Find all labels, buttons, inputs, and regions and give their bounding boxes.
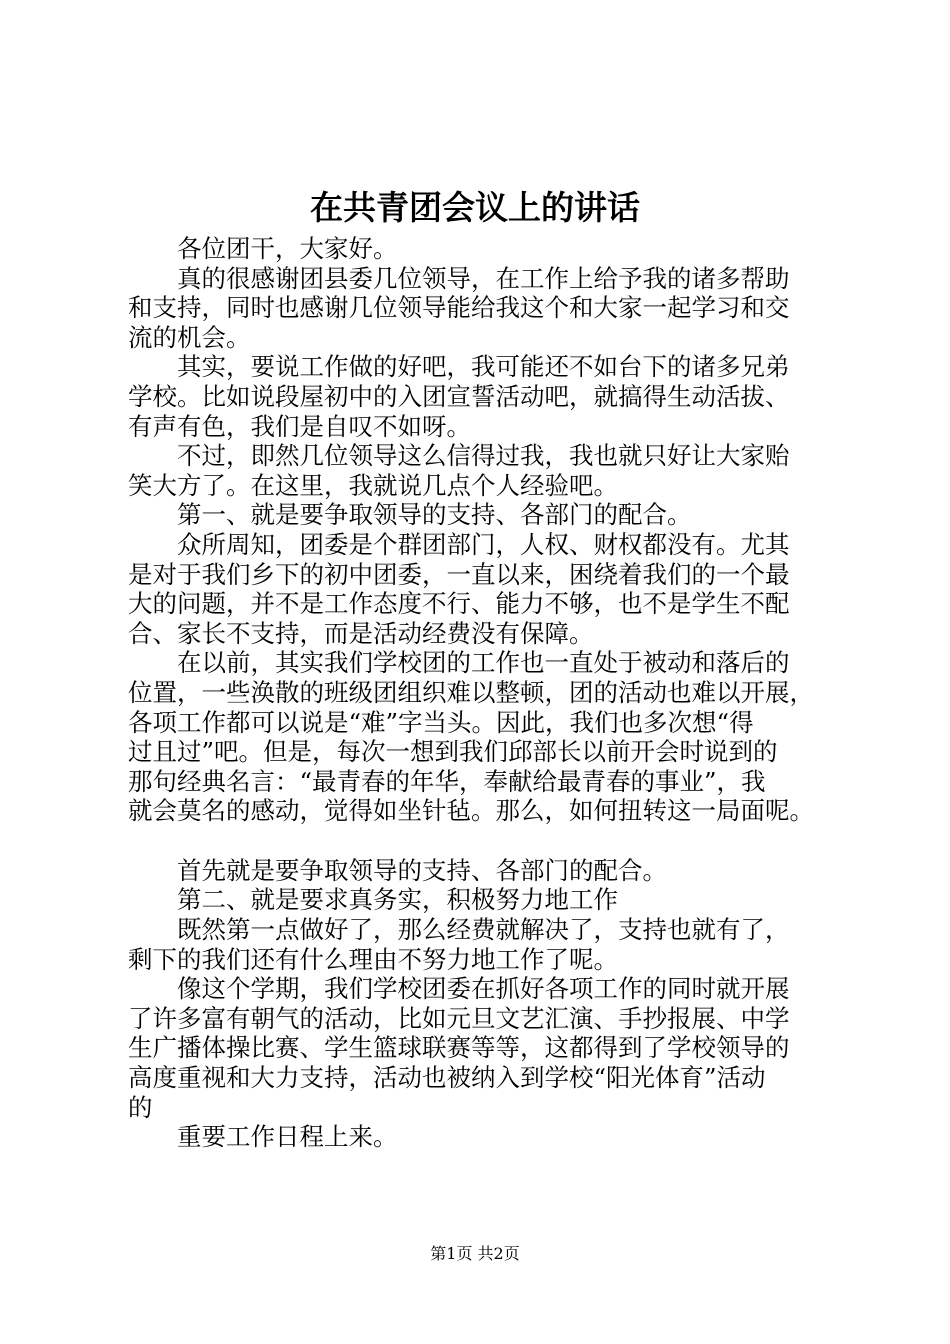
paragraph-line: 首先就是要争取领导的支持、各部门的配合。 [177,855,667,885]
paragraph-line: 学校。比如说段屋初中的入团宣誓活动吧，就搞得生动活拔、 [128,381,790,411]
page-footer: 第1页 共2页 [430,1244,520,1263]
paragraph-line: 流的机会。 [128,322,251,352]
paragraph [128,974,850,1122]
paragraph-line: 高度重视和大力支持，活动也被纳入到学校“阳光体育”活动 [128,1063,766,1093]
document-title: 在共青团会议上的讲话 [310,188,640,227]
paragraph-line: 各项工作都可以说是“难”字当头。因此，我们也多次想“得 [128,707,754,737]
paragraph [128,1122,850,1152]
paragraph [128,234,850,264]
paragraph-line: 其实，要说工作做的好吧，我可能还不如台下的诸多兄弟 [177,352,790,382]
paragraph-line: 有声有色，我们是自叹不如呀。 [128,411,471,441]
paragraph-line: 合、家长不支持，而是活动经费没有保障。 [128,618,594,648]
paragraph-line: 位置，一些涣散的班级团组织难以整顿，团的活动也难以开展， [128,677,814,707]
paragraph-line: 像这个学期，我们学校团委在抓好各项工作的同时就开展 [177,974,790,1004]
paragraph-line: 生广播体操比赛、学生篮球联赛等等，这都得到了学校领导的 [128,1033,790,1063]
paragraph-line: 剩下的我们还有什么理由不努力地工作了呢。 [128,944,618,974]
paragraph [128,500,850,530]
paragraph-line: 那句经典名言：“最青春的年华，奉献给最青春的事业”，我 [128,766,766,796]
paragraph [128,648,850,826]
paragraph-line: 了许多富有朝气的活动，比如元旦文艺汇演、手抄报展、中学 [128,1003,790,1033]
paragraph-line: 第一、就是要争取领导的支持、各部门的配合。 [177,500,692,530]
paragraph-line: 真的很感谢团县委几位领导，在工作上给予我的诸多帮助 [177,263,790,293]
paragraph-gap [128,826,850,856]
paragraph-line: 既然第一点做好了，那么经费就解决了，支持也就有了， [177,915,790,945]
paragraph-line: 是对于我们乡下的初中团委，一直以来，困绕着我们的一个最 [128,559,790,589]
paragraph-line: 大的问题，并不是工作态度不行、能力不够，也不是学生不配 [128,589,790,619]
paragraph-line: 笑大方了。在这里，我就说几点个人经验吧。 [128,470,618,500]
paragraph-line: 在以前，其实我们学校团的工作也一直处于被动和落后的 [177,648,790,678]
paragraph-line: 第二、就是要求真务实，积极努力地工作 [177,885,618,915]
paragraph [128,441,850,500]
paragraph-line: 各位团干，大家好。 [177,234,398,263]
paragraph-line: 众所周知，团委是个群团部门，人权、财权都没有。尤其 [177,529,790,559]
document-body [128,234,850,1152]
paragraph-line: 的 [128,1092,153,1122]
paragraph-line: 过且过”吧。但是，每次一想到我们邱部长以前开会时说到的 [128,737,778,767]
paragraph [128,352,850,441]
paragraph [128,885,850,915]
paragraph [128,264,850,353]
paragraph-line: 重要工作日程上来。 [177,1122,398,1152]
paragraph-line: 和支持，同时也感谢几位领导能给我这个和大家一起学习和交 [128,293,790,323]
paragraph-line: 就会莫名的感动，觉得如坐针毡。那么，如何扭转这一局面呢。 [128,796,814,826]
paragraph [128,530,850,648]
paragraph-line: 不过，即然几位领导这么信得过我，我也就只好让大家贻 [177,441,790,471]
paragraph [128,856,850,886]
paragraph [128,915,850,974]
